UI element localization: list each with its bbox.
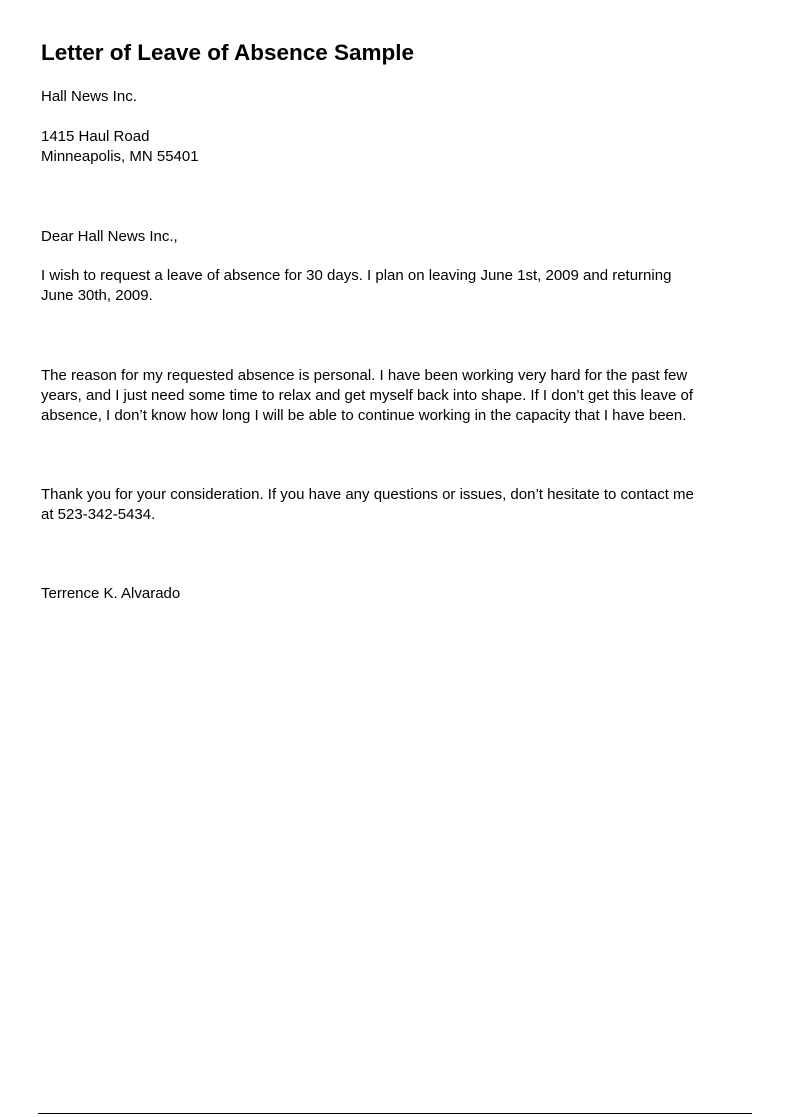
paragraph-thanks [41, 485, 753, 525]
paragraph-line: years, and I just need some time to relax and get myself back into shape. If I don’t get this leave of [41, 387, 694, 404]
footer-divider [38, 1113, 752, 1114]
paragraph-line: at 523-342-5434. [41, 506, 156, 523]
paragraph-line: June 30th, 2009. [41, 287, 153, 304]
paragraph-line: I wish to request a leave of absence for 30 days. I plan on leaving June 1st, 2009 and returning [41, 267, 672, 284]
paragraph-line: absence, I don’t know how long I will be able to continue working in the capacity that I have been. [41, 407, 687, 424]
address-city: Minneapolis, MN 55401 [41, 148, 199, 165]
company-name: Hall News Inc. [41, 88, 137, 105]
signature-name: Terrence K. Alvarado [41, 585, 181, 602]
salutation: Dear Hall News Inc., [41, 228, 178, 245]
page-title: Letter of Leave of Absence Sample [41, 40, 415, 65]
paragraph-line: The reason for my requested absence is personal. I have been working very hard for the past few [41, 367, 688, 384]
paragraph-reason [41, 366, 753, 426]
paragraph-line: Thank you for your consideration. If you have any questions or issues, don’t hesitate to contact me [41, 486, 694, 503]
address-street: 1415 Haul Road [41, 128, 150, 145]
paragraph-request [41, 266, 753, 306]
